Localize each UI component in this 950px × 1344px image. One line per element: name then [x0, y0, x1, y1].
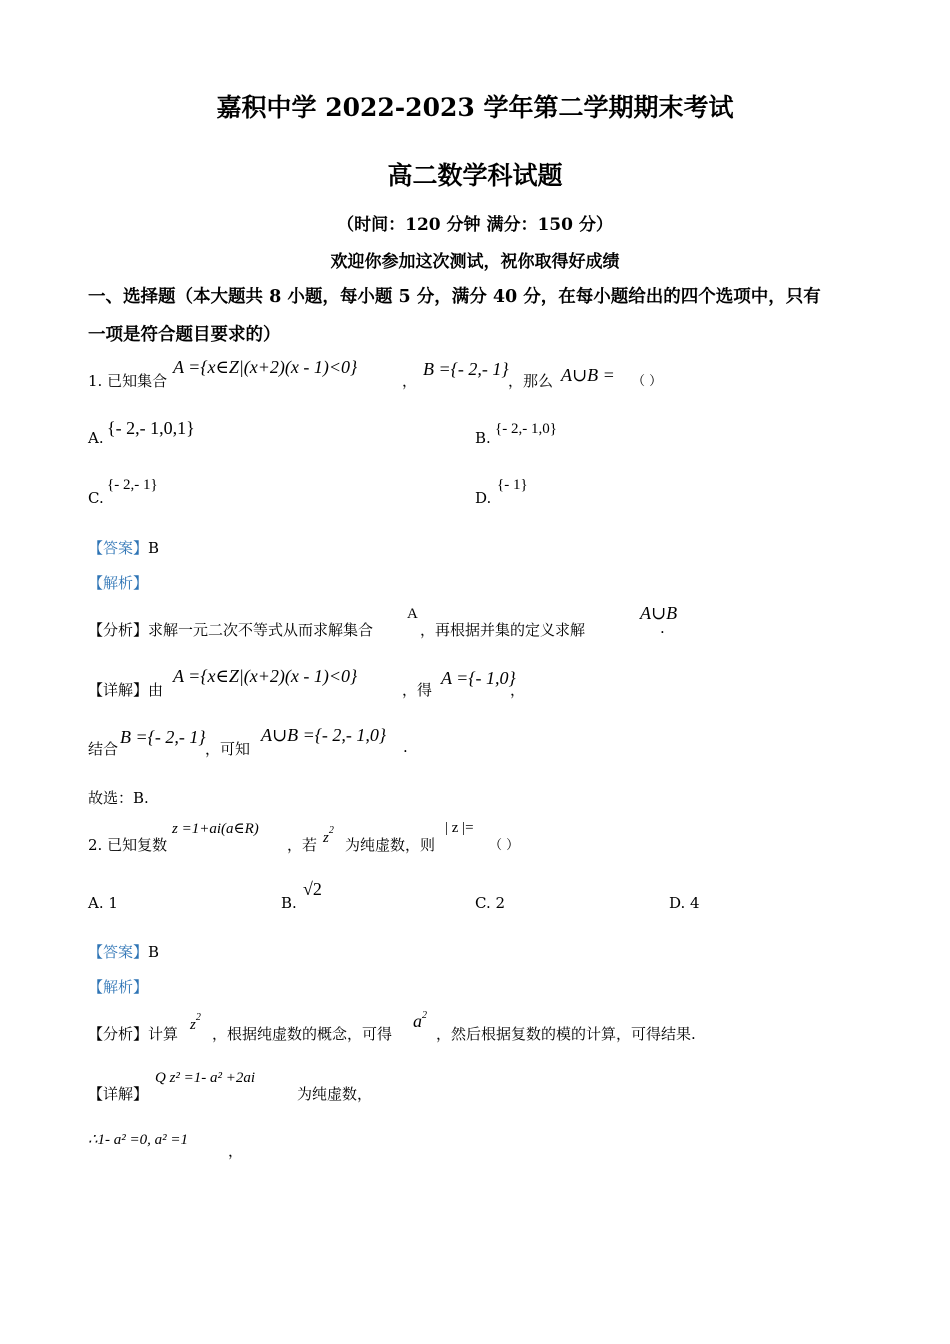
q1-detail: 【详解】由	[88, 681, 164, 699]
section-heading: 一、选择题（本大题共 8 小题，每小题 5 分，满分 40 分，在每小题给出的四个选项中，只有	[88, 287, 821, 307]
q1-option-b: {- 2,- 1,0}	[495, 421, 557, 437]
q2-option-a: A. 1	[88, 894, 118, 912]
q2-detail-tag: 【详解】	[88, 1085, 149, 1103]
q2-fenxi-text3: ，然后根据复数的模的计算，可得结果.	[436, 1025, 696, 1043]
q1-paren: （ ）	[632, 374, 663, 389]
q2-fenxi: 【分析】计算	[88, 1025, 179, 1043]
q1-option-d-label: D.	[475, 489, 492, 507]
q1-combine: 结合	[88, 740, 119, 758]
exam-subtitle: 高二数学科试题	[387, 161, 563, 190]
q1-combine-result: A∪B ={- 2,- 1,0}	[261, 725, 387, 745]
q2-analysis-tag: 【解析】	[88, 978, 149, 996]
q1-analysis-tag: 【解析】	[88, 574, 149, 592]
q2-detail-eq: Q z² =1- a² +2ai	[155, 1070, 256, 1086]
q1-stem: 1. 已知集合	[88, 372, 168, 390]
q1-option-a-label: A.	[88, 429, 104, 447]
q2-option-b-label: B.	[281, 894, 297, 912]
q1-option-c: {- 2,- 1}	[107, 477, 158, 493]
q1-combine-end: .	[403, 738, 408, 756]
section-heading-cont: 一项是符合题目要求的）	[88, 325, 281, 345]
exam-title: 嘉积中学 2022-2023 学年第二学期期末考试	[216, 93, 734, 122]
exam-greeting: 欢迎你参加这次测试，祝你取得好成绩	[330, 252, 620, 272]
q1-choose: 故选：B.	[88, 789, 149, 807]
q1-detail-de: ，得	[402, 681, 433, 699]
q2-fenxi-text2: ，根据纯虚数的概念，可得	[212, 1025, 393, 1043]
q1-union: A∪B =	[561, 365, 615, 385]
q1-answer: 【答案】B	[88, 539, 160, 557]
q2-chun: 为纯虚数，则	[345, 836, 436, 854]
q2-ruo: ，若	[287, 836, 318, 854]
q1-fenxi-text2: ，再根据并集的定义求解	[420, 621, 586, 639]
q2-z-def: z =1+ai(a∈R)	[172, 821, 259, 837]
q1-fenxi-union: A∪B	[640, 603, 678, 623]
q1-option-d: {- 1}	[497, 477, 528, 493]
q2-option-b: √2	[303, 879, 322, 899]
q1-fenxi-a: A	[407, 606, 418, 622]
q1-then: ，那么	[508, 372, 554, 390]
q1-option-a: {- 2,- 1,0,1}	[107, 418, 195, 438]
q2-option-c: C. 2	[475, 894, 506, 912]
q1-combine-b: B ={- 2,- 1}	[120, 727, 206, 747]
q2-option-d: D. 4	[669, 894, 700, 912]
q2-fenxi-z: $z^2$	[190, 1012, 201, 1033]
q1-option-c-label: C.	[88, 489, 104, 507]
q1-set-a: A ={x∈Z|(x+2)(x - 1)<0}	[173, 357, 358, 377]
q1-comma: ，	[402, 372, 418, 390]
q1-kezhi: ，可知	[205, 740, 251, 758]
q2-answer: 【答案】B	[88, 943, 160, 961]
q1-detail-result-a: A ={- 1,0}	[441, 668, 516, 688]
q2-z-squared: $z^2$	[323, 825, 334, 846]
q2-abs-z: | z |=	[445, 820, 474, 836]
q2-therefore: ∴1- a² =0, a² =1	[88, 1132, 189, 1148]
q1-fenxi: 【分析】求解一元二次不等式从而求解集合	[88, 621, 374, 639]
q2-fenxi-a: $a^2$	[413, 1010, 427, 1031]
q2-therefore-end: ，	[228, 1142, 244, 1160]
q1-detail-comma: ，	[510, 681, 526, 699]
q1-set-b: B ={- 2,- 1}	[423, 359, 509, 379]
q2-detail-text: 为纯虚数，	[297, 1085, 373, 1103]
exam-meta: （时间：120 分钟 满分：150 分）	[337, 215, 613, 235]
q2-paren: （ ）	[489, 838, 520, 853]
q1-fenxi-end: .	[660, 619, 665, 637]
q1-detail-set-a: A ={x∈Z|(x+2)(x - 1)<0}	[173, 666, 358, 686]
q1-option-b-label: B.	[475, 429, 491, 447]
q2-stem: 2. 已知复数	[88, 836, 168, 854]
